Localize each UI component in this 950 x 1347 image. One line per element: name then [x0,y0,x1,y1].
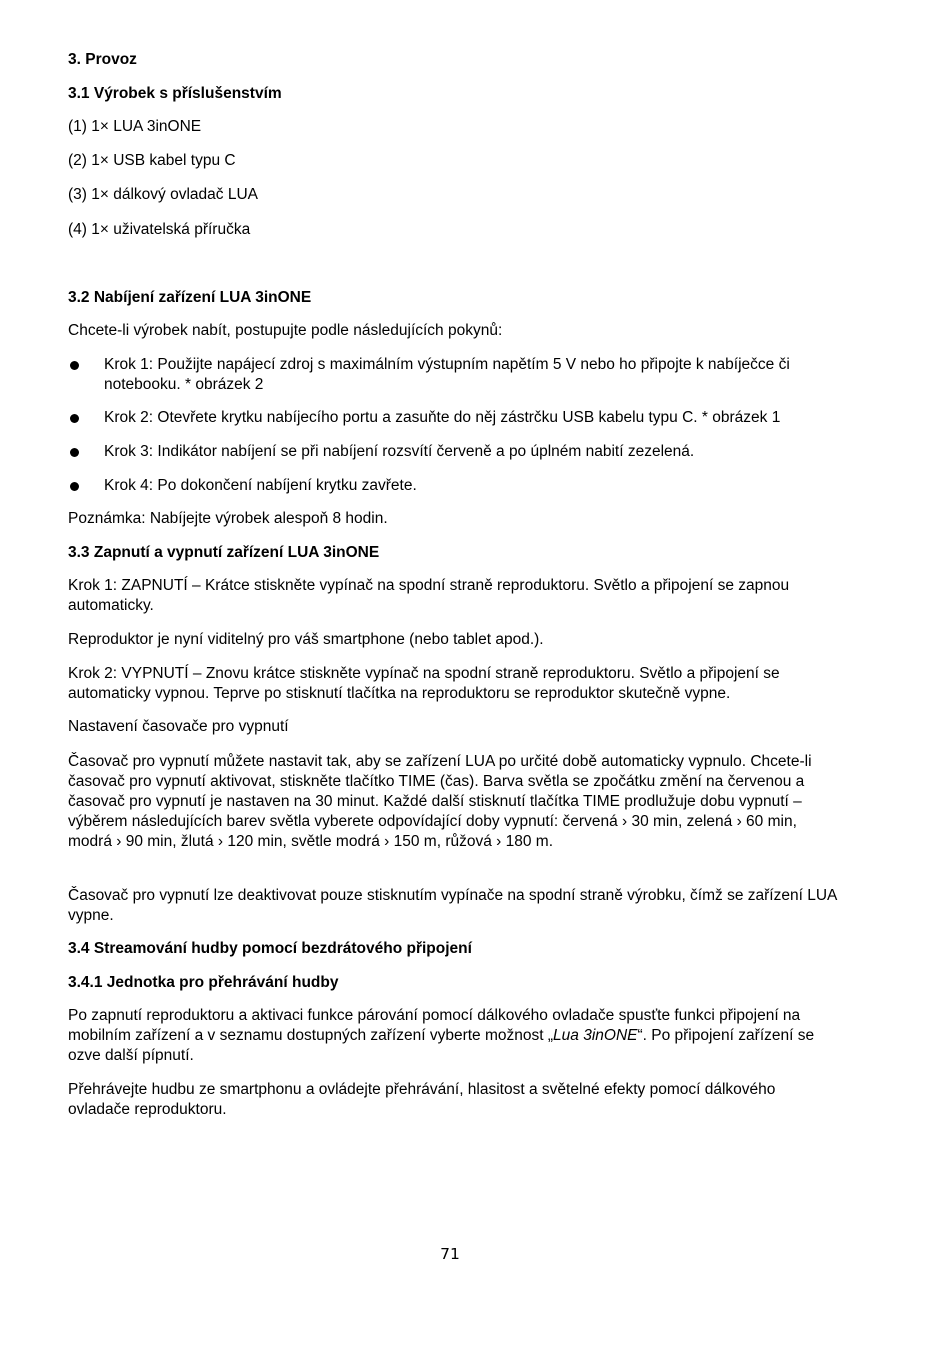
note: Poznámka: Nabíjejte výrobek alespoň 8 hodin. [68,510,388,527]
list-item: (3) 1× dálkový ovladač LUA [68,186,258,203]
paragraph: Krok 1: ZAPNUTÍ – Krátce stiskněte vypínač na spodní straně reproduktoru. Světlo a připojení se zapnou automaticky. [68,577,790,614]
list-item: (4) 1× uživatelská příručka [68,221,251,238]
bullet-text: Krok 1: Použijte napájecí zdroj s maximálním výstupním napětím 5 V nebo ho připojte k nabíječce či notebooku. * obrázek 2 [104,356,790,393]
timer-heading: Nastavení časovače pro vypnutí [68,718,289,735]
page-number: 71 [440,1245,460,1263]
subsection-title-3-1: 3.1 Výrobek s příslušenstvím [68,85,282,102]
section-title: 3. Provoz [68,51,137,68]
subsection-title-3-2: 3.2 Nabíjení zařízení LUA 3inONE [68,289,312,306]
paragraph: Časovač pro vypnutí lze deaktivovat pouze stisknutím vypínače na spodní straně výrobku, čímž se zařízení LUA vypne. [68,887,837,924]
list-item: (2) 1× USB kabel typu C [68,152,236,169]
subsection-title-3-4: 3.4 Streamování hudby pomocí bezdrátového připojení [68,940,472,957]
paragraph: Reproduktor je nyní viditelný pro váš smartphone (nebo tablet apod.). [68,631,544,648]
paragraph: Časovač pro vypnutí můžete nastavit tak, aby se zařízení LUA po určité době automaticky vypnulo. Chcete-li časovač pro vypnutí aktivovat, stiskněte tlačítko TIME (čas). Barva světla se zpočátku změní na červenou a časovač pro vypnutí je nastaven na 30 minut. Každé další stisknutí tlačítka TIME prodlužuje dobu vypnutí – výběrem následujících barev světla vyberete odpovídající doby vypnutí: červená › 30 min, zelená › 60 min, modrá › 90 min, žlutá › 120 min, světle modrá › 150 m, růžová › 180 m. [68,753,812,850]
list-item: (1) 1× LUA 3inONE [68,118,202,135]
bullet-text: Krok 4: Po dokončení nabíjení krytku zavřete. [104,477,417,494]
paragraph: Přehrávejte hudbu ze smartphonu a ovládejte přehrávání, hlasitost a světelné efekty pomocí dálkového ovladače reproduktoru. [68,1081,776,1118]
bullet-icon [70,482,79,491]
bullet-text: Krok 3: Indikátor nabíjení se při nabíjení rozsvítí červeně a po úplném nabití zezelená. [104,443,695,460]
paragraph: Chcete-li výrobek nabít, postupujte podle následujících pokynů: [68,322,503,339]
bullet-icon [70,361,79,370]
subsection-title-3-3: 3.3 Zapnutí a vypnutí zařízení LUA 3inONE [68,544,380,561]
device-name: Lua 3inONE [553,1027,638,1044]
bullet-icon [70,448,79,457]
subsection-title-3-4-1: 3.4.1 Jednotka pro přehrávání hudby [68,974,339,991]
bullet-icon [70,414,79,423]
paragraph: Krok 2: VYPNUTÍ – Znovu krátce stiskněte vypínač na spodní straně reproduktoru. Světlo a připojení se automaticky vypnou. Teprve po stisknutí tlačítka na reproduktoru se reproduktor skutečně vypne. [68,665,780,702]
bullet-text: Krok 2: Otevřete krytku nabíjecího portu a zasuňte do něj zástrčku USB kabelu typu C. * obrázek 1 [104,409,781,426]
paragraph: Po zapnutí reproduktoru a aktivaci funkce párování pomocí dálkového ovladače spusťte funkci připojení na mobilním zařízení a v seznamu dostupných zařízení vyberte možnost „Lua 3inONE“. Po připojení zařízení se ozve další pípnutí. [68,1007,815,1064]
